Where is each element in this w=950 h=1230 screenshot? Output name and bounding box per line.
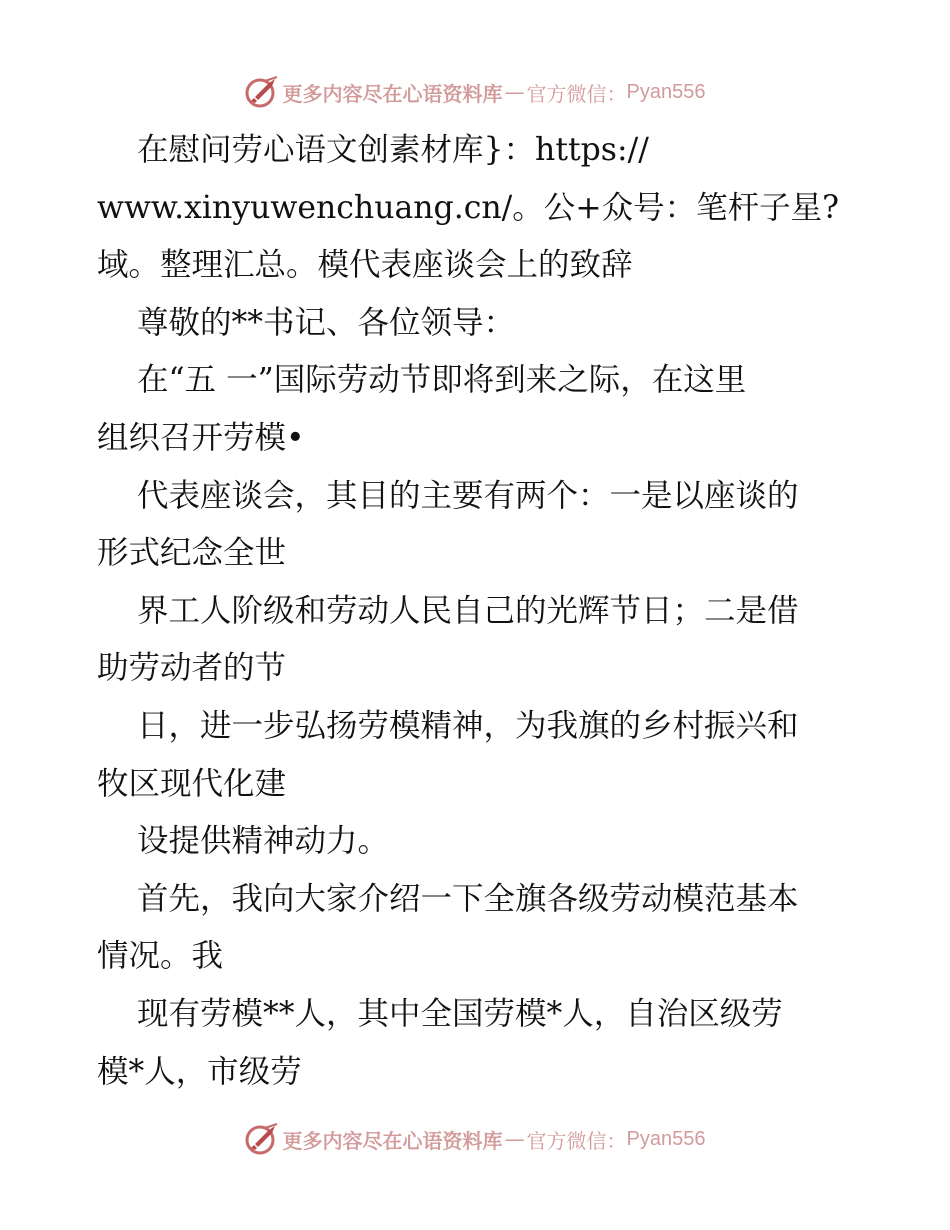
text-line: www.xinyuwenchuang.cn/。公+众号：笔杆子星?: [97, 189, 840, 226]
text-line: 在慰问劳心语文创素材库}：https://: [137, 132, 649, 168]
quill-pen-seal-icon: [245, 1122, 279, 1156]
quill-pen-seal-icon: [245, 75, 279, 109]
watermark-separator: —: [504, 1127, 525, 1151]
watermark-wechat-id: Pyan556: [626, 80, 706, 103]
footer-watermark: [0, 1119, 950, 1159]
text-line: 情况。我: [97, 938, 224, 975]
text-line: 现有劳模**人，其中全国劳模*人，自治区级劳: [137, 995, 783, 1032]
watermark-separator: —: [504, 80, 525, 104]
text-line: 界工人阶级和劳动人民自己的光辉节日；二是借: [137, 592, 799, 629]
watermark-label: 官方微信：: [526, 1128, 627, 1153]
text-line: 尊敬的**书记、各位领导：: [137, 304, 516, 341]
text-line: 组织召开劳模•: [97, 419, 305, 456]
text-line: 代表座谈会，其目的主要有两个：一是以座谈的: [137, 477, 799, 514]
document-body: [97, 122, 857, 1101]
watermark-label: 官方微信：: [526, 81, 627, 106]
text-line: 域。整理汇总。模代表座谈会上的致辞: [97, 247, 633, 284]
text-line: 首先，我向大家介绍一下全旗各级劳动模范基本: [137, 880, 799, 917]
text-line: 设提供精神动力。: [137, 823, 390, 860]
watermark-text: 更多内容尽在心语资料库: [282, 1128, 503, 1153]
header-watermark: [0, 72, 950, 112]
text-line: 牧区现代化建: [97, 765, 287, 802]
text-line: 日，进一步弘扬劳模精神，为我旗的乡村振兴和: [137, 707, 799, 744]
text-line: 模*人，市级劳: [97, 1053, 302, 1090]
text-line: 助劳动者的节: [97, 650, 287, 687]
text-line: 在“五 一”国际劳动节即将到来之际，在这里: [137, 362, 747, 399]
watermark-wechat-id: Pyan556: [626, 1127, 706, 1150]
text-line: 形式纪念全世: [97, 535, 287, 572]
watermark-text: 更多内容尽在心语资料库: [282, 81, 503, 106]
